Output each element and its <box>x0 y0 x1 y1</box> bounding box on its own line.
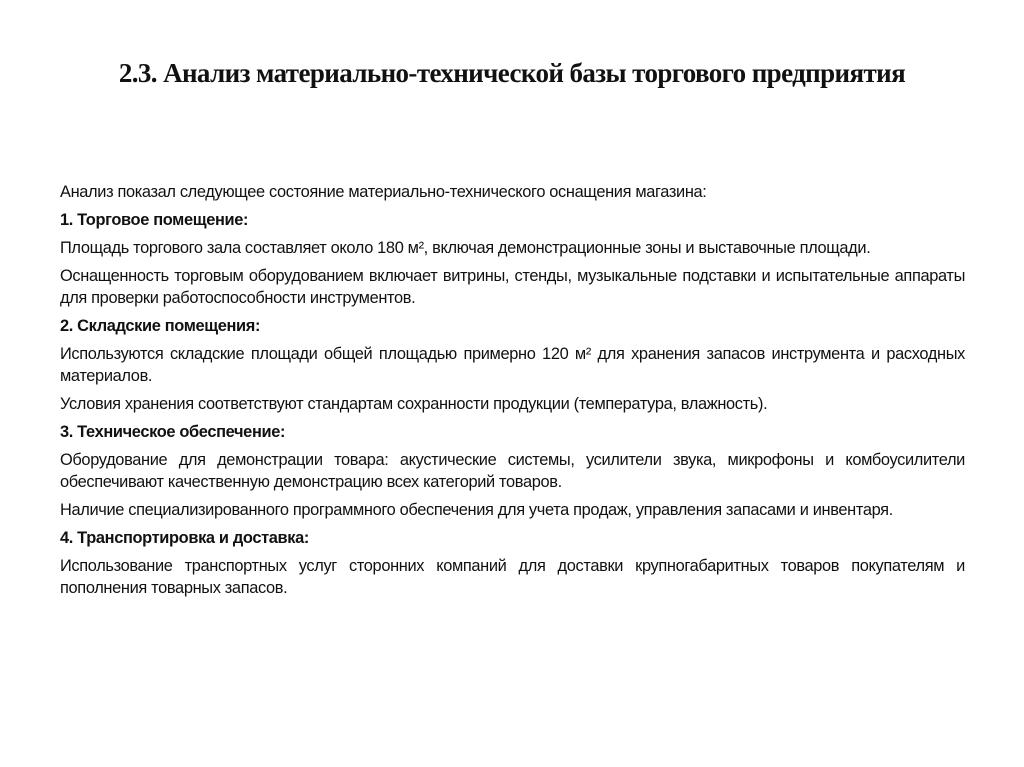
section-paragraph: Используются складские площади общей площадью примерно 120 м² для хранения запасов инструмента и расходных материалов. <box>60 345 965 385</box>
section-paragraph: Наличие специализированного программного обеспечения для учета продаж, управления запасами и инвентаря. <box>60 501 893 519</box>
section-paragraph: Оборудование для демонстрации товара: акустические системы, усилители звука, микрофоны и комбоусилители обеспечивают качественную демонстрацию всех категорий товаров. <box>60 451 965 491</box>
section-heading: 1. Торговое помещение: <box>60 211 249 229</box>
section-paragraph: Площадь торгового зала составляет около 180 м², включая демонстрационные зоны и выставочные площади. <box>60 239 871 257</box>
section-paragraph: Использование транспортных услуг сторонних компаний для доставки крупногабаритных товаров покупателям и пополнения товарных запасов. <box>60 557 965 597</box>
section-heading: 3. Техническое обеспечение: <box>60 423 286 441</box>
slide-title: 2.3. Анализ материально-технической базы торгового предприятия <box>118 58 906 88</box>
slide-body <box>60 181 965 605</box>
intro-text: Анализ показал следующее состояние материально-технического оснащения магазина: <box>60 183 707 201</box>
section-heading: 4. Транспортировка и доставка: <box>60 529 309 547</box>
section-paragraph: Условия хранения соответствуют стандартам сохранности продукции (температура, влажность). <box>60 395 768 413</box>
section-heading: 2. Складские помещения: <box>60 317 261 335</box>
section-paragraph: Оснащенность торговым оборудованием включает витрины, стенды, музыкальные подставки и испытательные аппараты для проверки работоспособности инструментов. <box>60 267 965 307</box>
